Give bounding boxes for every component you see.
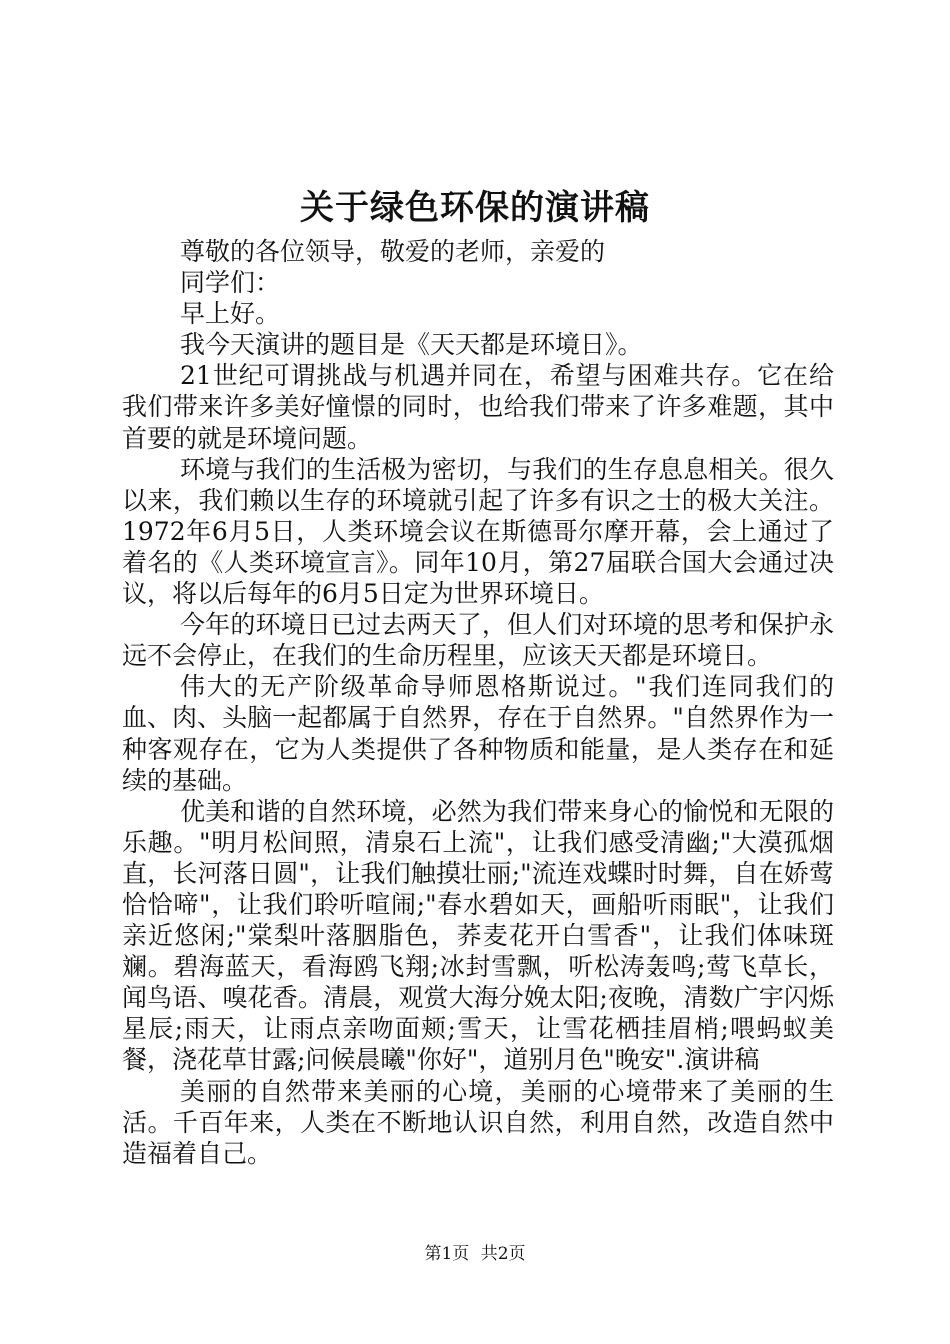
paragraph: 优美和谐的自然环境，必然为我们带来身心的愉悦和无限的乐趣。"明月松间照，清泉石上流"，让我们感受清幽;"大漠孤烟直，长河落日圆"，让我们触摸壮丽;"流连戏蝶时时舞，自在娇莺恰恰啼"，让我们聆听喧闹;"春水碧如天，画船听雨眠"，让我们亲近悠闲;"棠梨叶落胭脂色，荞麦花开白雪香"，让我们体味斑斓。碧海蓝天，看海鸥飞翔;冰封雪飘，听松涛轰鸣;莺飞草长，闻鸟语、嗅花香。清晨，观赏大海分娩太阳;夜晚，清数广宇闪烁星辰;雨天，让雨点亲吻面颊;雪天，让雪花栖挂眉梢;喂蚂蚁美餐，浇花草甘露;问候晨曦"你好"，道别月色"晚安".演讲稿 (122, 796, 834, 1075)
document-body (122, 236, 834, 1169)
page-footer (0, 1242, 950, 1266)
document-title: 关于绿色环保的演讲稿 (300, 188, 650, 228)
paragraph: 今年的环境日已过去两天了，但人们对环境的思考和保护永远不会停止，在我们的生命历程里，应该天天都是环境日。 (122, 610, 834, 671)
paragraph: 伟大的无产阶级革命导师恩格斯说过。"我们连同我们的血、肉、头脑一起都属于自然界，存在于自然界。"自然界作为一种客观存在，它为人类提供了各种物质和能量，是人类存在和延续的基础。 (122, 672, 834, 795)
page-number: 第1页 (424, 1244, 470, 1264)
paragraph-topic: 我今天演讲的题目是《天天都是环境日》。 (180, 330, 643, 360)
page-total: 共2页 (480, 1244, 526, 1264)
paragraph: 环境与我们的生活极为密切，与我们的生存息息相关。很久以来，我们赖以生存的环境就引起了许多有识之士的极大关注。1972年6月5日，人类环境会议在斯德哥尔摩开幕，会上通过了着名的《人类环境宣言》。同年10月，第27届联合国大会通过决议，将以后每年的6月5日定为世界环境日。 (122, 454, 834, 609)
paragraph: 21世纪可谓挑战与机遇并同在，希望与困难共存。它在给我们带来许多美好憧憬的同时，也给我们带来了许多难题，其中首要的就是环境问题。 (122, 361, 834, 453)
paragraph-salutation-cont: 同学们： (180, 268, 281, 298)
paragraph-greeting: 早上好。 (180, 299, 281, 329)
paragraph: 美丽的自然带来美丽的心境，美丽的心境带来了美丽的生活。千百年来，人类在不断地认识自然，利用自然，改造自然中造福着自己。 (122, 1076, 834, 1168)
paragraph-salutation: 尊敬的各位领导，敬爱的老师，亲爱的 (180, 237, 606, 266)
